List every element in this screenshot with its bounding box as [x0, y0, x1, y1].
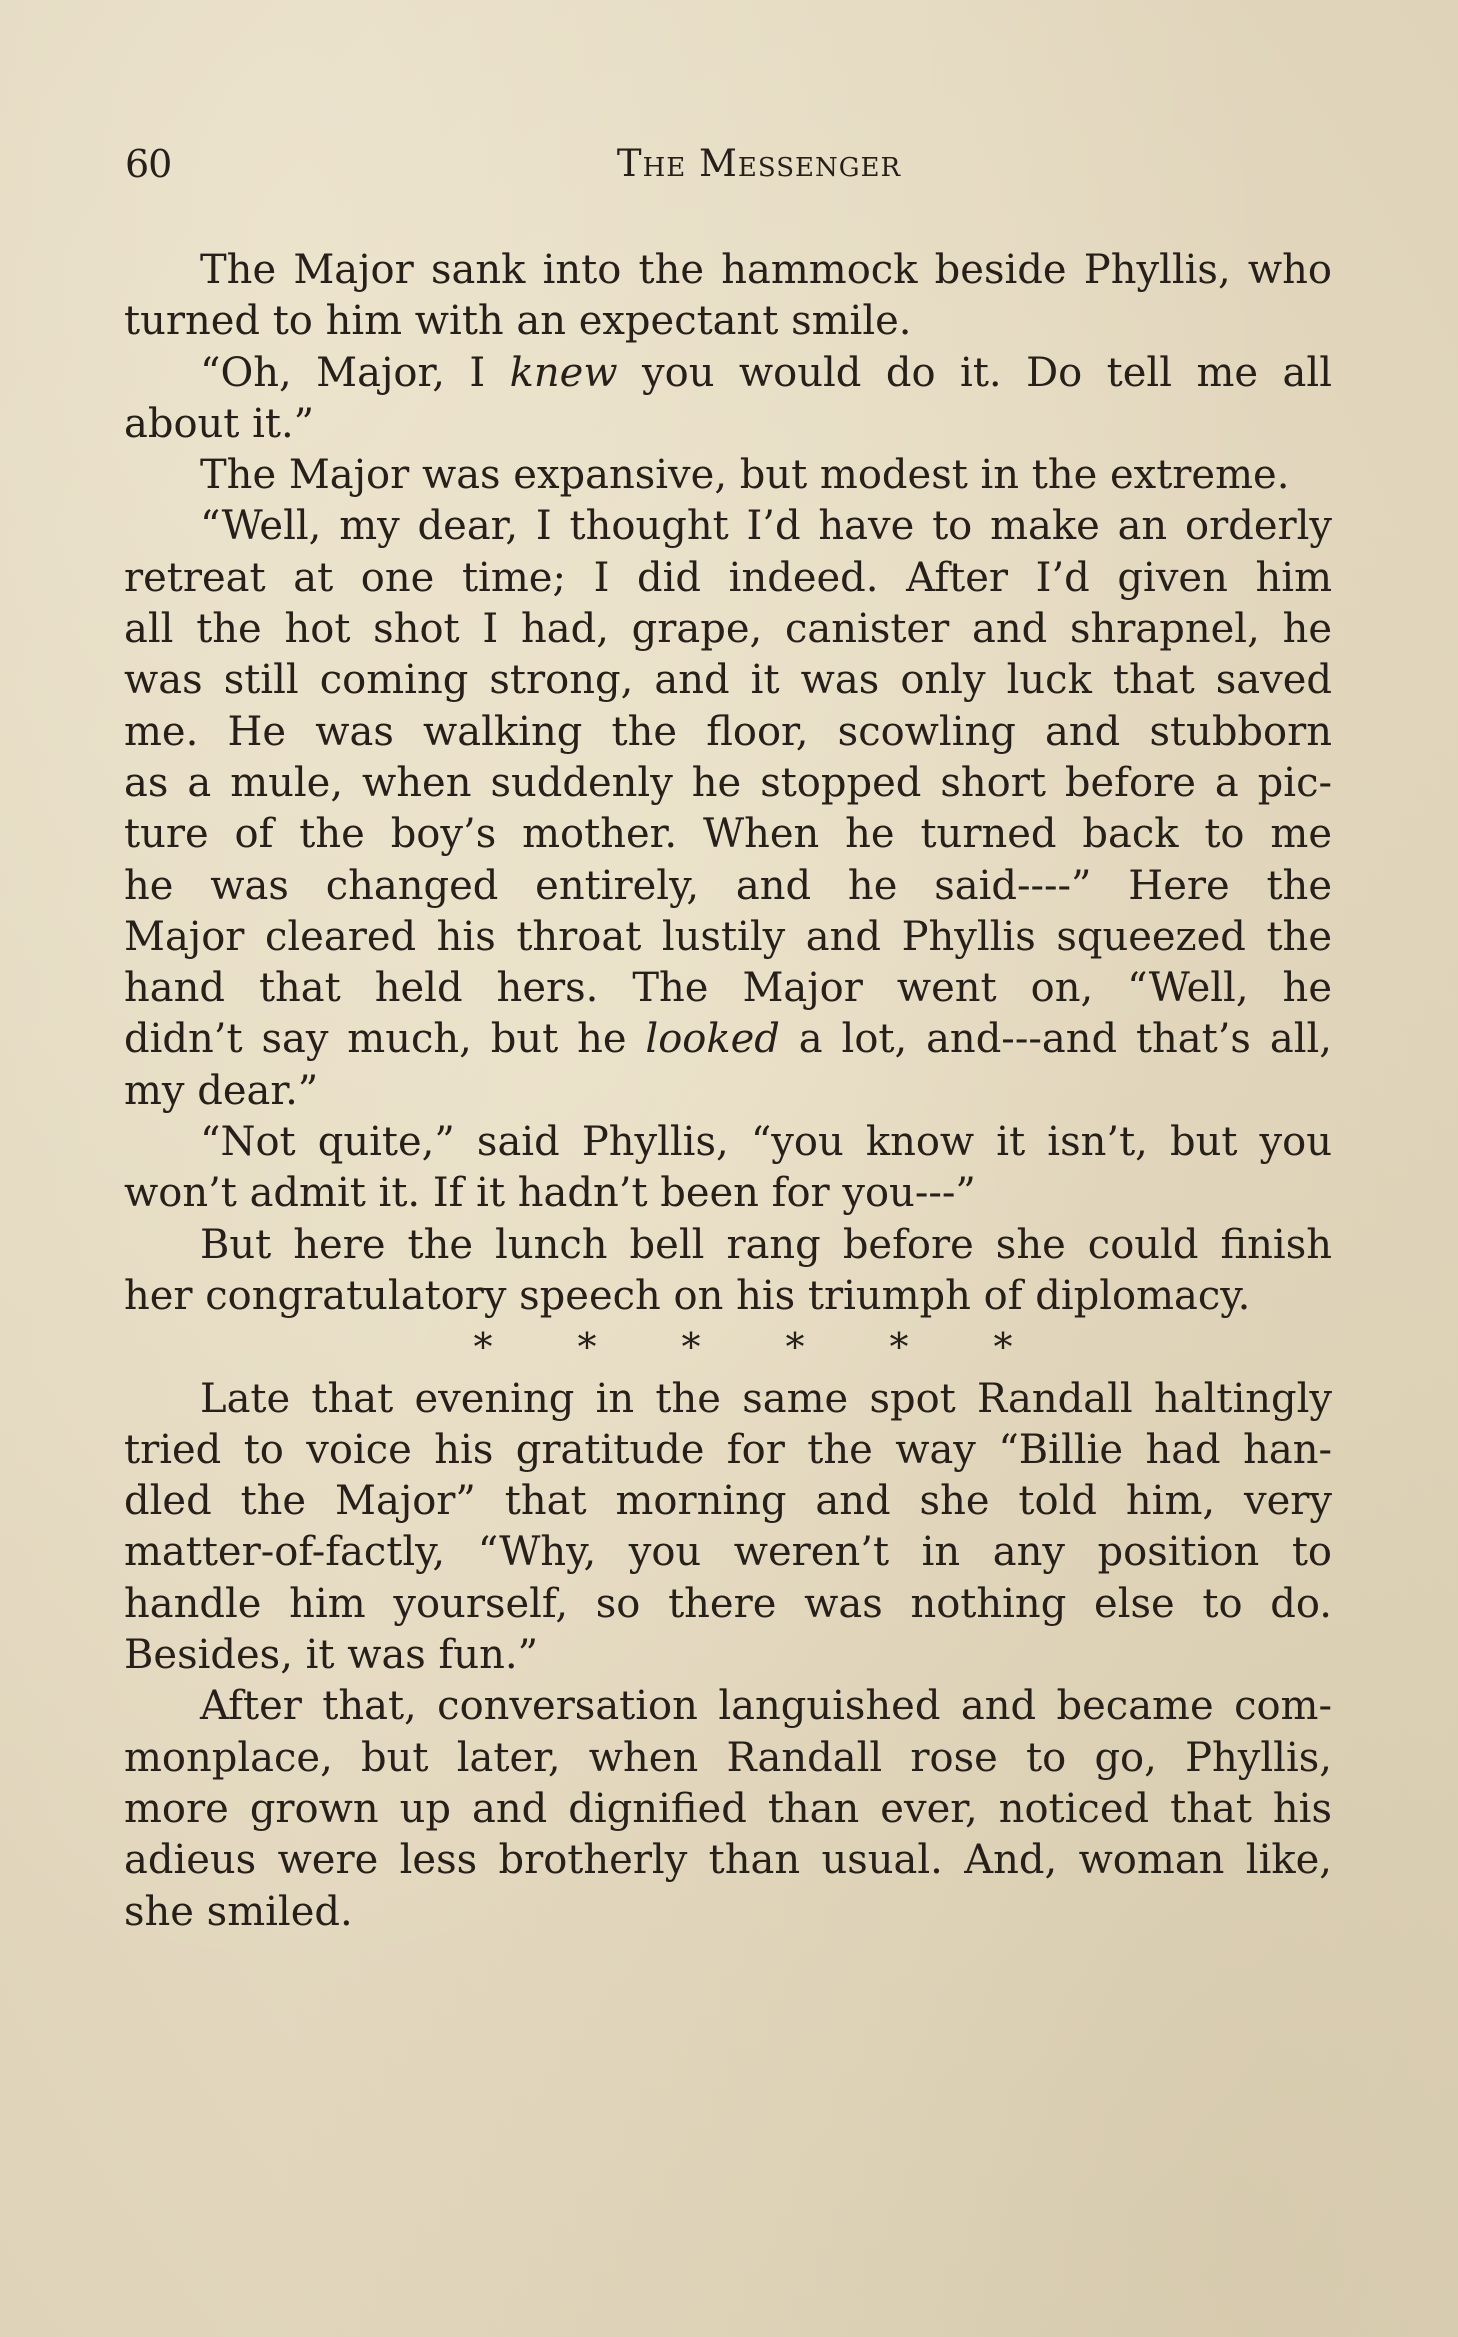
- text-line: “Well, my dear, I thought I’d have to make an orderly: [200, 503, 1332, 550]
- text-line: her congratulatory speech on his triumph of diplomacy.: [124, 1272, 1251, 1319]
- paragraph: [124, 1374, 1332, 1682]
- text-line: my dear.”: [124, 1067, 319, 1114]
- separator-asterisk: *: [681, 1325, 701, 1370]
- text-segment: you would do it. Do tell me all: [617, 349, 1332, 396]
- text-line: matter-of-factly, “Why, you weren’t in any position to: [124, 1529, 1332, 1576]
- text-line: all the hot shot I had, grape, canister and shrapnel, he: [124, 606, 1332, 653]
- text-line: retreat at one time; I did indeed. After I’d given him: [124, 554, 1332, 601]
- text-line: me. He was walking the floor, scowling and stubborn: [124, 708, 1332, 755]
- separator-asterisk: *: [993, 1325, 1013, 1370]
- separator-asterisk: *: [473, 1325, 493, 1370]
- text-line: handle him yourself, so there was nothing else to do.: [124, 1580, 1332, 1627]
- text-line: The Major sank into the hammock beside Phyllis, who: [200, 247, 1332, 293]
- text-line: “Not quite,” said Phyllis, “you know it isn’t, but you: [200, 1119, 1332, 1166]
- text-line: Late that evening in the same spot Randall haltingly: [200, 1375, 1332, 1422]
- text-line: monplace, but later, when Randall rose to go, Phyllis,: [124, 1734, 1332, 1781]
- text-line: as a mule, when suddenly he stopped short before a pic-: [124, 759, 1332, 806]
- text-segment: a lot, and---and that’s all,: [779, 1016, 1332, 1063]
- text-line: tried to voice his gratitude for the way “Billie had han-: [124, 1426, 1332, 1473]
- italic-text: looked: [645, 1016, 780, 1063]
- text-line: he was changed entirely, and he said----” Here the: [124, 862, 1332, 909]
- text-line: hand that held hers. The Major went on, “Well, he: [124, 965, 1332, 1012]
- separator-asterisk: *: [577, 1325, 597, 1370]
- running-head: The Messenger: [616, 142, 902, 185]
- text-line: After that, conversation languished and became com-: [200, 1683, 1332, 1730]
- text-line: Major cleared his throat lustily and Phyllis squeezed the: [124, 913, 1332, 960]
- text-line: adieus were less brotherly than usual. And, woman like,: [124, 1837, 1332, 1884]
- text-line: was still coming strong, and it was only luck that saved: [124, 657, 1332, 704]
- text-line: ture of the boy’s mother. When he turned back to me: [124, 811, 1332, 858]
- separator-asterisk: *: [889, 1325, 909, 1370]
- paragraph: [124, 1220, 1332, 1323]
- text-line: Besides, it was fun.”: [124, 1632, 539, 1679]
- text-line: won’t admit it. If it hadn’t been for you---”: [124, 1170, 976, 1217]
- text-segment: “Oh, Major, I: [200, 349, 510, 396]
- text-line: about it.”: [124, 400, 315, 447]
- paragraph: [124, 1117, 1332, 1220]
- text-line: dled the Major” that morning and she told him, very: [124, 1478, 1332, 1525]
- paragraph: [124, 450, 1332, 501]
- text-line: The Major was expansive, but modest in the extreme.: [200, 452, 1290, 499]
- page-number: 60: [125, 142, 172, 186]
- text-line: turned to him with an expectant smile.: [124, 298, 912, 345]
- text-line: she smiled.: [124, 1888, 353, 1935]
- paragraph: [124, 1681, 1332, 1937]
- paragraph: [124, 245, 1332, 348]
- section-separator: [124, 1322, 1332, 1373]
- page-header: [125, 142, 1333, 202]
- paragraph: [124, 501, 1332, 1117]
- separator-asterisk: *: [785, 1325, 805, 1370]
- italic-text: knew: [509, 349, 618, 396]
- text-line: But here the lunch bell rang before she could finish: [200, 1221, 1332, 1268]
- paragraph: [124, 348, 1332, 451]
- text-line: [124, 1014, 1332, 1065]
- text-line: [124, 348, 1332, 399]
- text-line: more grown up and dignified than ever, noticed that his: [124, 1785, 1332, 1832]
- text-segment: didn’t say much, but he: [124, 1016, 646, 1063]
- body-text: [124, 245, 1332, 1938]
